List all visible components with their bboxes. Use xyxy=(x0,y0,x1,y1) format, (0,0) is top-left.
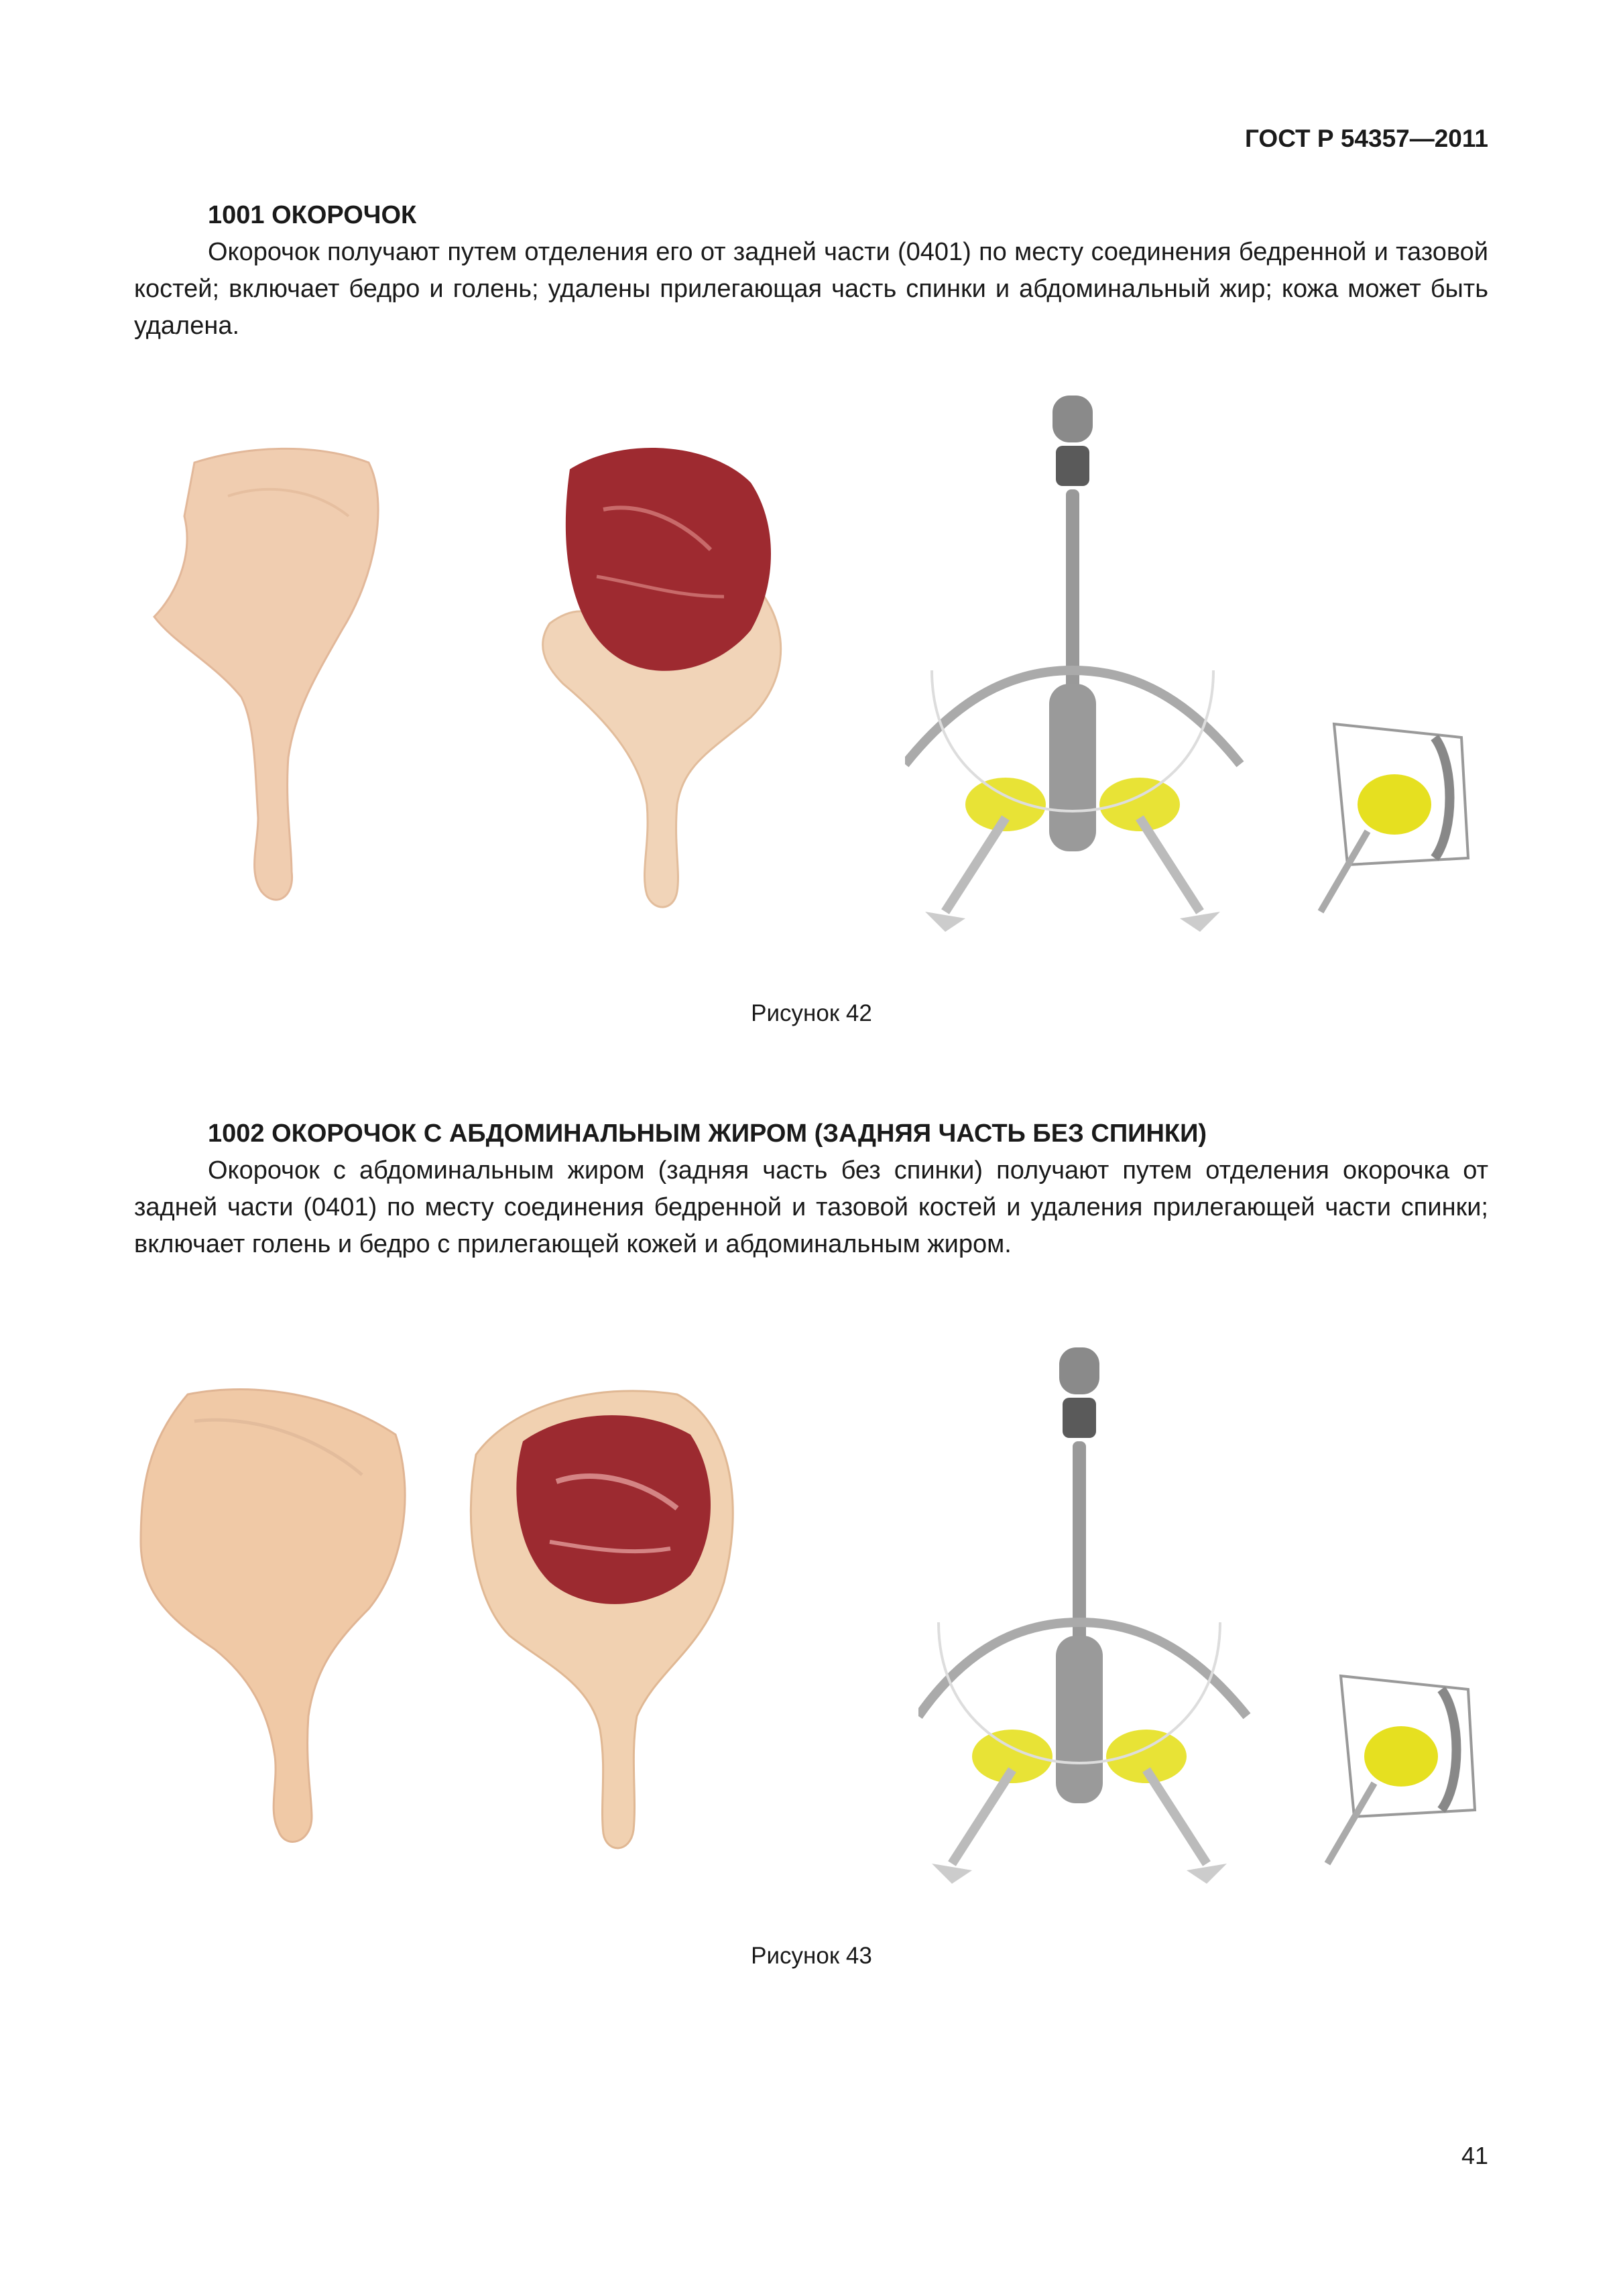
leg-meat-photo xyxy=(523,429,818,925)
section-title: 1002 ОКОРОЧОК С АБДОМИНАЛЬНЫМ ЖИРОМ (ЗАДНЯЯ ЧАСТЬ БЕЗ СПИНКИ) xyxy=(208,1120,1207,1148)
leg-skin-photo xyxy=(134,1381,436,1864)
duck-skeleton-diagram xyxy=(918,1341,1254,1890)
leg-detail-diagram xyxy=(1321,1663,1488,1877)
document-header: ГОСТ Р 54357—2011 xyxy=(1244,125,1488,152)
figure-caption-42: Рисунок 42 xyxy=(751,1000,872,1026)
section-1002 xyxy=(134,1120,1488,1263)
leg-detail-diagram xyxy=(1307,711,1488,925)
figure-caption-43: Рисунок 43 xyxy=(751,1943,872,1969)
section-text: Окорочок получают путем отделения его от задней части (0401) по месту соединения бедренной и тазовой костей; включает бедро и голень; удалены прилегающая часть спинки и абдоминальный жир; кожа может быть удалена. xyxy=(134,238,1488,340)
figure-43 xyxy=(134,1341,1488,1897)
section-title: 1001 ОКОРОЧОК xyxy=(208,201,417,229)
duck-skeleton-diagram xyxy=(905,389,1254,939)
leg-meat-photo xyxy=(456,1368,764,1864)
page-number: 41 xyxy=(1461,2142,1488,2169)
section-1001 xyxy=(134,201,1488,345)
figure-42 xyxy=(134,389,1488,952)
section-text: Окорочок с абдоминальным жиром (задняя часть без спинки) получают путем отделения окорочка от задней части (0401) по месту соединения бедренной и тазовой костей и удаления прилегающей части спинки; включает голень и бедро с прилегающей кожей и абдоминальным жиром. xyxy=(134,1156,1488,1258)
leg-skin-photo xyxy=(147,442,402,925)
